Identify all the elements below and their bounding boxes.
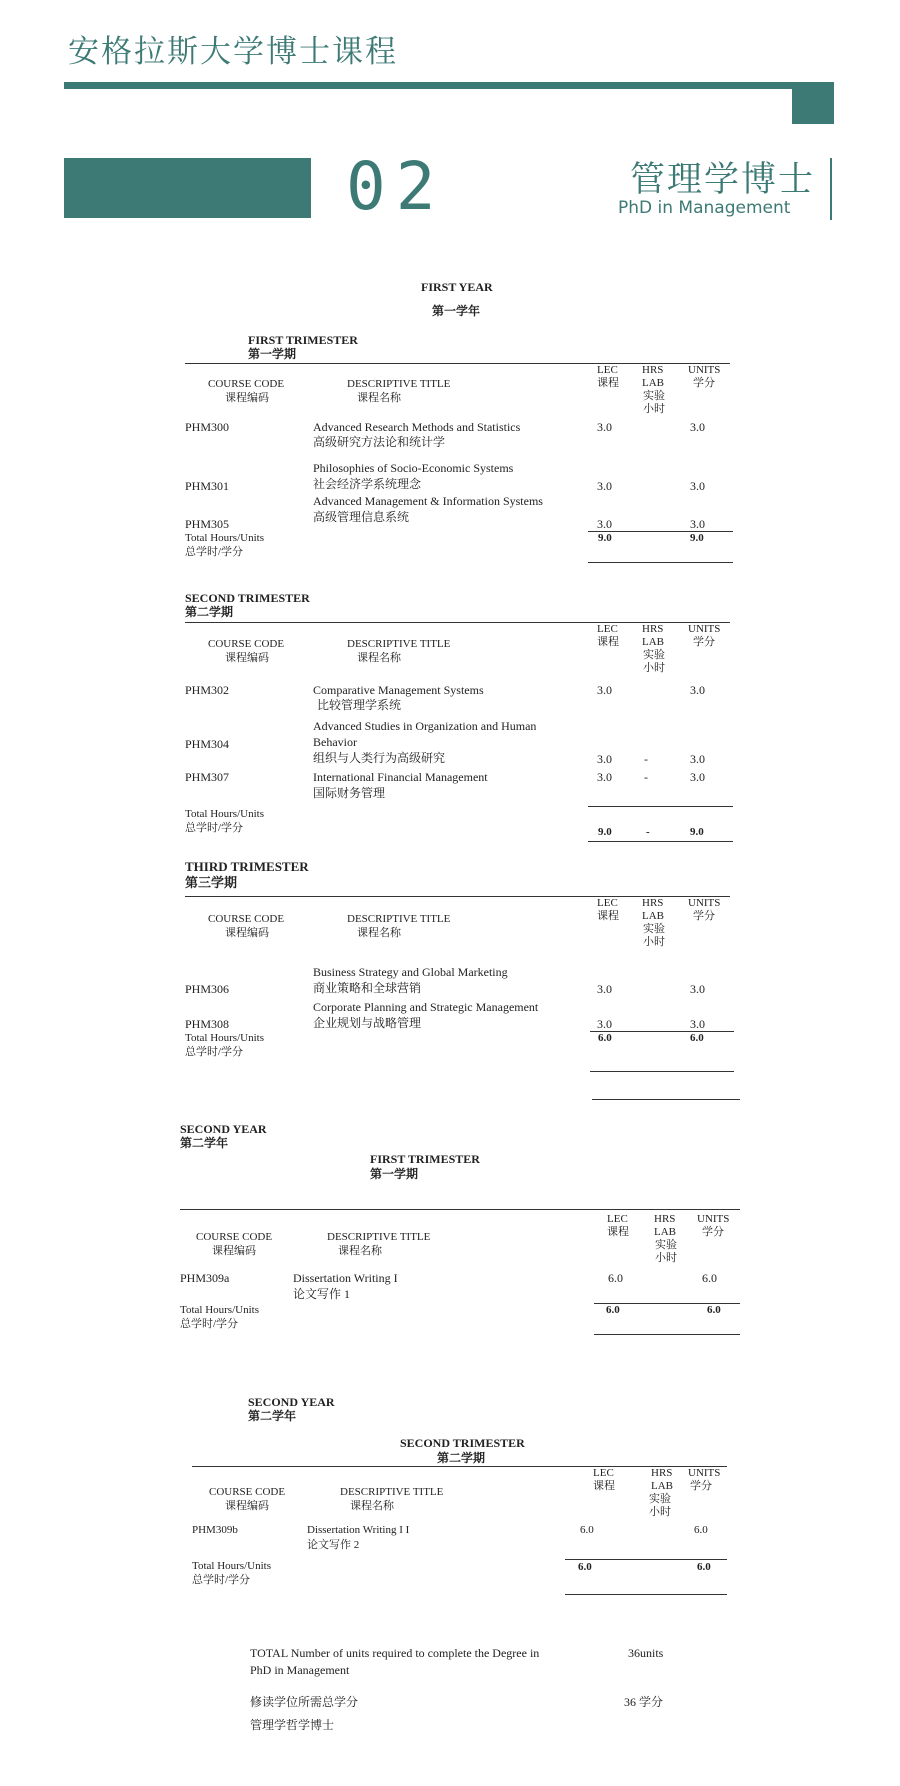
course-title: Philosophies of Socio-Economic Systems xyxy=(313,461,514,475)
course-units: 3.0 xyxy=(690,420,705,434)
total-label-cn: 总学时/学分 xyxy=(185,1046,244,1058)
col-header-lab: LAB xyxy=(642,377,664,389)
col-header-lec: LEC xyxy=(593,1467,614,1479)
col-header-units: UNITS xyxy=(688,1467,721,1479)
course-title: Advanced Management & Information Systems xyxy=(313,494,543,508)
total-units: 9.0 xyxy=(690,532,704,544)
col-header-hrs-cn2: 小时 xyxy=(643,662,665,674)
course-lec: 3.0 xyxy=(597,770,612,784)
total-units: 6.0 xyxy=(690,1032,704,1044)
col-header-lec: LEC xyxy=(607,1213,628,1225)
course-lec: 6.0 xyxy=(580,1524,594,1536)
page-header-title: 安格拉斯大学博士课程 xyxy=(68,34,398,70)
course-title-cn: 论文写作 1 xyxy=(293,1287,351,1301)
course-lec: 3.0 xyxy=(597,1017,612,1031)
course-units: 3.0 xyxy=(690,770,705,784)
course-code: PHM306 xyxy=(185,982,230,996)
total-rule xyxy=(565,1594,727,1595)
col-header-code-cn: 课程编码 xyxy=(225,392,269,404)
total-lec: 6.0 xyxy=(606,1304,620,1316)
col-header-code-cn: 课程编码 xyxy=(212,1245,256,1257)
summary-text: PhD in Management xyxy=(250,1663,350,1677)
summary-text-cn: 修读学位所需总学分 xyxy=(250,1695,359,1709)
total-label: Total Hours/Units xyxy=(185,1032,264,1044)
col-header-lec: LEC xyxy=(597,623,618,635)
total-units: 6.0 xyxy=(707,1304,721,1316)
total-label-cn: 总学时/学分 xyxy=(192,1574,251,1586)
col-header-units: UNITS xyxy=(697,1213,730,1225)
total-label: Total Hours/Units xyxy=(192,1560,271,1572)
total-units: 6.0 xyxy=(697,1561,711,1573)
course-units: 6.0 xyxy=(702,1271,717,1285)
col-header-hrs-cn: 实验 xyxy=(643,923,665,935)
total-rule xyxy=(592,1099,740,1100)
col-header-code-cn: 课程编码 xyxy=(225,652,269,664)
col-header-hrs-cn2: 小时 xyxy=(643,936,665,948)
col-header-units-cn: 学分 xyxy=(693,636,715,648)
course-title: Dissertation Writing I I xyxy=(307,1524,410,1536)
col-header-units: UNITS xyxy=(688,623,721,635)
total-lec: 6.0 xyxy=(598,1032,612,1044)
col-header-hrs-cn: 实验 xyxy=(643,649,665,661)
course-hrs: - xyxy=(644,770,648,784)
course-title-cn: 高级研究方法论和统计学 xyxy=(313,435,446,449)
col-header-lec-cn: 课程 xyxy=(597,377,619,389)
course-title: Comparative Management Systems xyxy=(313,683,484,697)
course-units: 3.0 xyxy=(690,982,705,996)
total-rule xyxy=(590,1071,734,1072)
col-header-code: COURSE CODE xyxy=(209,1486,286,1498)
col-header-title-cn: 课程名称 xyxy=(357,392,401,404)
trimester-title-cn: 第二学期 xyxy=(437,1451,486,1465)
total-label: Total Hours/Units xyxy=(185,808,264,820)
course-title: Behavior xyxy=(313,735,357,749)
trimester-title-cn: 第二学期 xyxy=(185,605,234,619)
col-header-units-cn: 学分 xyxy=(693,910,715,922)
course-title-cn: 国际财务管理 xyxy=(313,786,386,800)
col-header-title-cn: 课程名称 xyxy=(357,927,401,939)
col-header-title: DESCRIPTIVE TITLE xyxy=(347,638,451,650)
col-header-code: COURSE CODE xyxy=(208,638,285,650)
total-lec: 6.0 xyxy=(578,1561,592,1573)
col-header-units-cn: 学分 xyxy=(693,377,715,389)
col-header-lab: LAB xyxy=(642,910,664,922)
total-label-cn: 总学时/学分 xyxy=(180,1318,239,1330)
header-square xyxy=(792,82,834,124)
col-header-units-cn: 学分 xyxy=(702,1226,724,1238)
course-title: Corporate Planning and Strategic Management xyxy=(313,1000,539,1014)
total-rule xyxy=(594,1334,740,1335)
total-rule xyxy=(565,1559,727,1560)
course-lec: 6.0 xyxy=(608,1271,623,1285)
col-header-code: COURSE CODE xyxy=(208,913,285,925)
trimester-title: SECOND TRIMESTER xyxy=(400,1436,525,1450)
course-title: Business Strategy and Global Marketing xyxy=(313,965,508,979)
trimester-title: FIRST TRIMESTER xyxy=(248,333,358,347)
course-code: PHM302 xyxy=(185,683,230,697)
col-header-lec: LEC xyxy=(597,897,618,909)
course-title-cn: 社会经济学系统理念 xyxy=(313,477,422,491)
course-title: Advanced Studies in Organization and Human xyxy=(313,719,537,733)
summary-text: TOTAL Number of units required to complete the Degree in xyxy=(250,1646,540,1660)
section-title-cn: 管理学博士 xyxy=(630,160,816,200)
course-title: Dissertation Writing I xyxy=(293,1271,398,1285)
trimester-title: SECOND TRIMESTER xyxy=(185,591,310,605)
total-units: 9.0 xyxy=(690,826,704,838)
year-title-cn: 第二学年 xyxy=(180,1136,229,1150)
table-rule xyxy=(180,1209,740,1210)
col-header-lab: LAB xyxy=(651,1480,673,1492)
course-lec: 3.0 xyxy=(597,479,612,493)
course-code: PHM309a xyxy=(180,1271,230,1285)
course-code: PHM305 xyxy=(185,517,230,531)
col-header-hrs: HRS xyxy=(642,623,664,635)
col-header-hrs-cn2: 小时 xyxy=(649,1506,671,1518)
col-header-code-cn: 课程编码 xyxy=(225,1500,269,1512)
course-lec: 3.0 xyxy=(597,683,612,697)
trimester-title: FIRST TRIMESTER xyxy=(370,1152,480,1166)
total-label: Total Hours/Units xyxy=(180,1304,259,1316)
col-header-lec-cn: 课程 xyxy=(593,1480,615,1492)
course-units: 3.0 xyxy=(690,479,705,493)
col-header-units-cn: 学分 xyxy=(690,1480,712,1492)
header-rule xyxy=(64,82,834,89)
section-number: 02 xyxy=(346,148,446,225)
total-lec: 9.0 xyxy=(598,532,612,544)
col-header-hrs: HRS xyxy=(651,1467,673,1479)
course-units: 3.0 xyxy=(690,683,705,697)
course-code: PHM301 xyxy=(185,479,230,493)
trimester-title-cn: 第一学期 xyxy=(370,1167,419,1181)
col-header-code: COURSE CODE xyxy=(196,1231,273,1243)
course-title: Advanced Research Methods and Statistics xyxy=(313,420,521,434)
total-rule xyxy=(588,562,733,563)
course-title-cn: 商业策略和全球营销 xyxy=(313,981,422,995)
course-title-cn: 高级管理信息系统 xyxy=(313,510,410,524)
col-header-hrs-cn: 实验 xyxy=(643,390,665,402)
summary-text-cn: 管理学哲学博士 xyxy=(250,1718,335,1732)
col-header-hrs: HRS xyxy=(654,1213,676,1225)
trimester-title-cn: 第三学期 xyxy=(185,875,238,890)
summary-units: 36units xyxy=(628,1646,664,1660)
total-rule xyxy=(588,806,733,807)
col-header-title: DESCRIPTIVE TITLE xyxy=(347,378,451,390)
table-rule xyxy=(192,1466,727,1467)
col-header-hrs: HRS xyxy=(642,364,664,376)
year-title: FIRST YEAR xyxy=(421,280,493,294)
course-title: International Financial Management xyxy=(313,770,488,784)
col-header-hrs-cn2: 小时 xyxy=(643,403,665,415)
total-label-cn: 总学时/学分 xyxy=(185,546,244,558)
course-units: 3.0 xyxy=(690,752,705,766)
col-header-lab: LAB xyxy=(654,1226,676,1238)
col-header-code-cn: 课程编码 xyxy=(225,927,269,939)
col-header-units: UNITS xyxy=(688,897,721,909)
course-title-cn: 比较管理学系统 xyxy=(317,698,402,712)
col-header-lec-cn: 课程 xyxy=(597,910,619,922)
year-title-cn: 第二学年 xyxy=(248,1409,297,1423)
section-divider xyxy=(830,158,832,220)
total-hrs: - xyxy=(646,826,650,838)
col-header-title-cn: 课程名称 xyxy=(350,1500,394,1512)
summary-units-cn: 36 学分 xyxy=(624,1695,664,1709)
col-header-lec-cn: 课程 xyxy=(597,636,619,648)
col-header-title: DESCRIPTIVE TITLE xyxy=(347,913,451,925)
course-units: 3.0 xyxy=(690,1017,705,1031)
course-units: 3.0 xyxy=(690,517,705,531)
year-title-cn: 第一学年 xyxy=(432,304,481,318)
col-header-hrs: HRS xyxy=(642,897,664,909)
course-code: PHM304 xyxy=(185,737,230,751)
course-code: PHM300 xyxy=(185,420,230,434)
year-title: SECOND YEAR xyxy=(180,1122,267,1136)
col-header-hrs-cn2: 小时 xyxy=(655,1252,677,1264)
course-code: PHM309b xyxy=(192,1524,238,1536)
course-title-cn: 企业规划与战略管理 xyxy=(313,1016,422,1030)
course-lec: 3.0 xyxy=(597,420,612,434)
col-header-title: DESCRIPTIVE TITLE xyxy=(340,1486,444,1498)
col-header-title-cn: 课程名称 xyxy=(357,652,401,664)
course-title-cn: 论文写作 2 xyxy=(307,1539,360,1551)
col-header-title-cn: 课程名称 xyxy=(338,1245,382,1257)
col-header-title: DESCRIPTIVE TITLE xyxy=(327,1231,431,1243)
course-hrs: - xyxy=(644,752,648,766)
year-title: SECOND YEAR xyxy=(248,1395,335,1409)
trimester-title: THIRD TRIMESTER xyxy=(185,859,309,874)
col-header-hrs-cn: 实验 xyxy=(655,1239,677,1251)
col-header-hrs-cn: 实验 xyxy=(649,1493,671,1505)
total-label: Total Hours/Units xyxy=(185,532,264,544)
course-units: 6.0 xyxy=(694,1524,708,1536)
course-code: PHM307 xyxy=(185,770,230,784)
course-lec: 3.0 xyxy=(597,982,612,996)
col-header-code: COURSE CODE xyxy=(208,378,285,390)
total-lec: 9.0 xyxy=(598,826,612,838)
course-lec: 3.0 xyxy=(597,517,612,531)
col-header-lec: LEC xyxy=(597,364,618,376)
col-header-units: UNITS xyxy=(688,364,721,376)
course-code: PHM308 xyxy=(185,1017,230,1031)
col-header-lec-cn: 课程 xyxy=(607,1226,629,1238)
col-header-lab: LAB xyxy=(642,636,664,648)
total-rule xyxy=(588,841,733,842)
total-label-cn: 总学时/学分 xyxy=(185,822,244,834)
section-title-en: PhD in Management xyxy=(618,198,791,218)
course-title-cn: 组织与人类行为高级研究 xyxy=(313,751,446,765)
section-band xyxy=(64,158,311,218)
course-lec: 3.0 xyxy=(597,752,612,766)
trimester-title-cn: 第一学期 xyxy=(248,347,297,361)
